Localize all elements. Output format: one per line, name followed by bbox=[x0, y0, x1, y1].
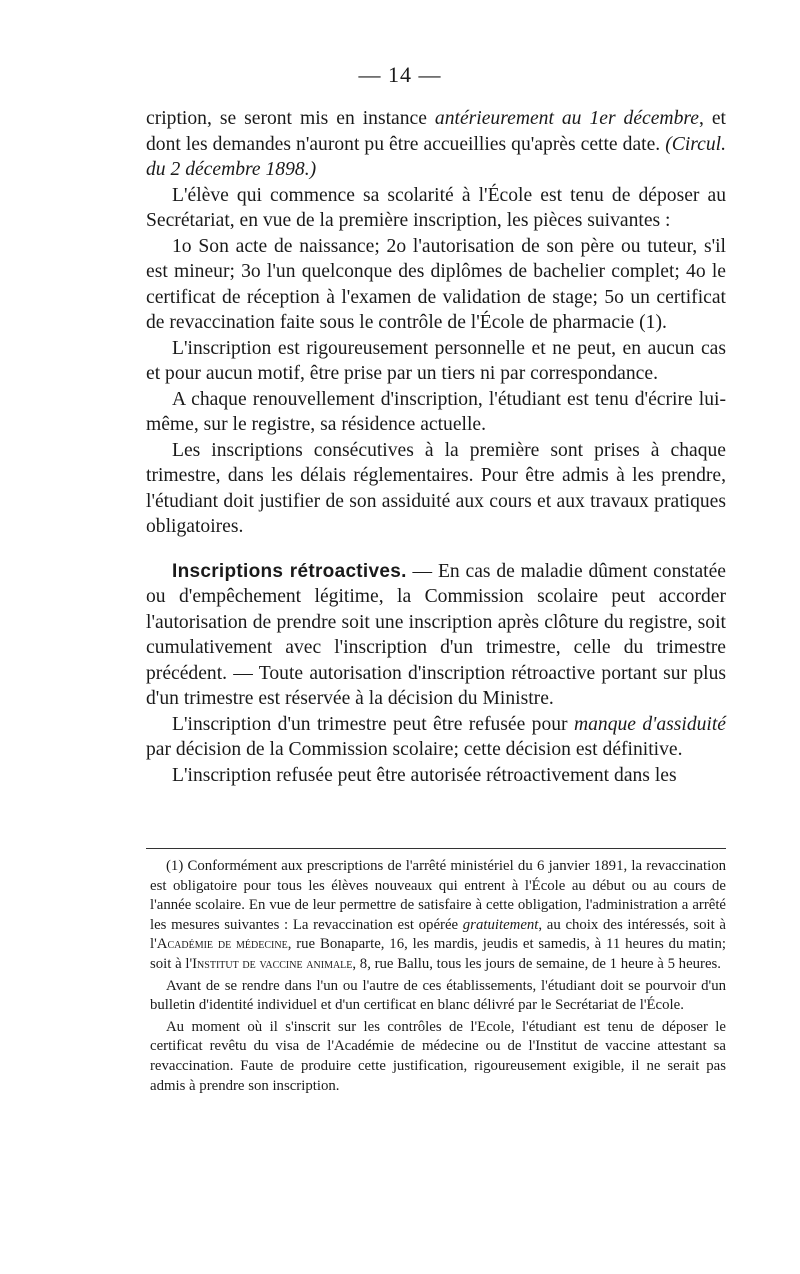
paragraph-personal-inscription: L'inscription est rigoureusement personnelle et ne peut, en aucun cas et pour aucun motif, être prise par un tiers ni par correspondance. bbox=[146, 337, 726, 384]
institution-name: Académie de médecine bbox=[156, 936, 288, 953]
institution-name: Institut de vaccine animale bbox=[192, 955, 353, 972]
emphasis-assiduity: manque d'assiduité bbox=[573, 713, 727, 735]
text-run: cription, se seront mis en instance bbox=[146, 108, 435, 129]
paragraph-continuation bbox=[146, 106, 726, 183]
paragraph-consecutive: Les inscriptions consécutives à la première sont prises à chaque trimestre, dans les délais réglementaires. Pour être admis à les prendre, l'étudiant doit justifier de son assiduité aux cours et aux travaux pratiques obligatoires. bbox=[146, 439, 726, 537]
section-heading: Inscriptions rétroactives. bbox=[172, 560, 407, 582]
footnote-paragraph: Au moment où il s'inscrit sur les contrôles de l'Ecole, l'étudiant est tenu de déposer le certificat revêtu du visa de l'Académie de médecine ou de l'Institut de vaccine attestant sa revaccination. Faute de produire cette justification, rigoureusement exigible, il ne serait pas admis à prendre son inscription. bbox=[150, 1018, 726, 1094]
footnotes bbox=[150, 857, 726, 1098]
text-run: — En cas de maladie dûment constatée ou d'empêchement légitime, la Commission scolaire peut accorder l'autorisation de prendre soit une inscription après clôture du registre, soit cumulativement avec l'inscription d'un trimestre, celle du trimestre précédent. — Toute autorisation d'inscription rétroactive portant sur plus d'un trimestre est réservée à la décision du Ministre. bbox=[146, 560, 726, 709]
page-number: — 14 — bbox=[358, 62, 442, 87]
main-text bbox=[146, 106, 726, 788]
footnote-1 bbox=[150, 857, 726, 975]
paragraph-refused-inscription: L'inscription refusée peut être autorisée rétroactivement dans les bbox=[172, 764, 677, 786]
text-run: , rue Bonaparte, 16, les mardis, jeudis et samedis, à 11 heures du matin; soit à l' bbox=[150, 936, 726, 972]
paragraph-required-documents: L'élève qui commence sa scolarité à l'École est tenu de déposer au Secrétariat, en vue de la première inscription, les pièces suivantes : bbox=[146, 184, 726, 231]
emphasis-free: gratuitement bbox=[462, 916, 539, 933]
text-run: , et dont les demandes n'auront pu être accueillies qu'après cette date. bbox=[146, 108, 726, 155]
text-run: , au choix des intéressés, soit à l' bbox=[150, 916, 726, 953]
paragraph-retroactive bbox=[146, 559, 726, 712]
paragraph-renewal: A chaque renouvellement d'inscription, l'étudiant est tenu d'écrire lui-même, sur le registre, sa résidence actuelle. bbox=[146, 388, 726, 435]
citation: (Circul. du 2 décembre 1898.) bbox=[146, 133, 726, 180]
paragraph-document-list: 1o Son acte de naissance; 2o l'autorisation de son père ou tuteur, s'il est mineur; 3o l'un quelconque des diplômes de bachelier complet; 4o le certificat de réception à l'examen de validation de stage; 5o un certificat de revaccination faite sous le contrôle de l'École de pharmacie (1). bbox=[146, 235, 726, 333]
text-run: par décision de la Commission scolaire; cette décision est définitive. bbox=[146, 739, 683, 760]
emphasis-date: antérieurement au 1er décembre bbox=[434, 108, 699, 129]
text-run: , 8, rue Ballu, tous les jours de semaine, de 1 heure à 5 heures. bbox=[352, 955, 721, 972]
text-run: L'inscription d'un trimestre peut être refusée pour bbox=[172, 713, 574, 735]
paragraph-refusal bbox=[146, 712, 726, 763]
text-run: (1) Conformément aux prescriptions de l'arrêté ministériel du 6 janvier 1891, la revaccination est obligatoire pour tous les élèves nouveaux qui entrent à l'École au début ou au cours de l'année scolaire. En vue de leur permettre de satisfaire à cette obligation, l'administration a arrêté les mesures suivantes : La revaccination est opérée bbox=[150, 858, 726, 933]
footnote-rule bbox=[146, 848, 726, 849]
footnote-paragraph: Avant de se rendre dans l'un ou l'autre de ces établissements, l'étudiant doit se pourvoir d'un bulletin d'identité individuel et d'un certificat en blanc délivré par le Secrétariat de l'École. bbox=[150, 977, 726, 1014]
